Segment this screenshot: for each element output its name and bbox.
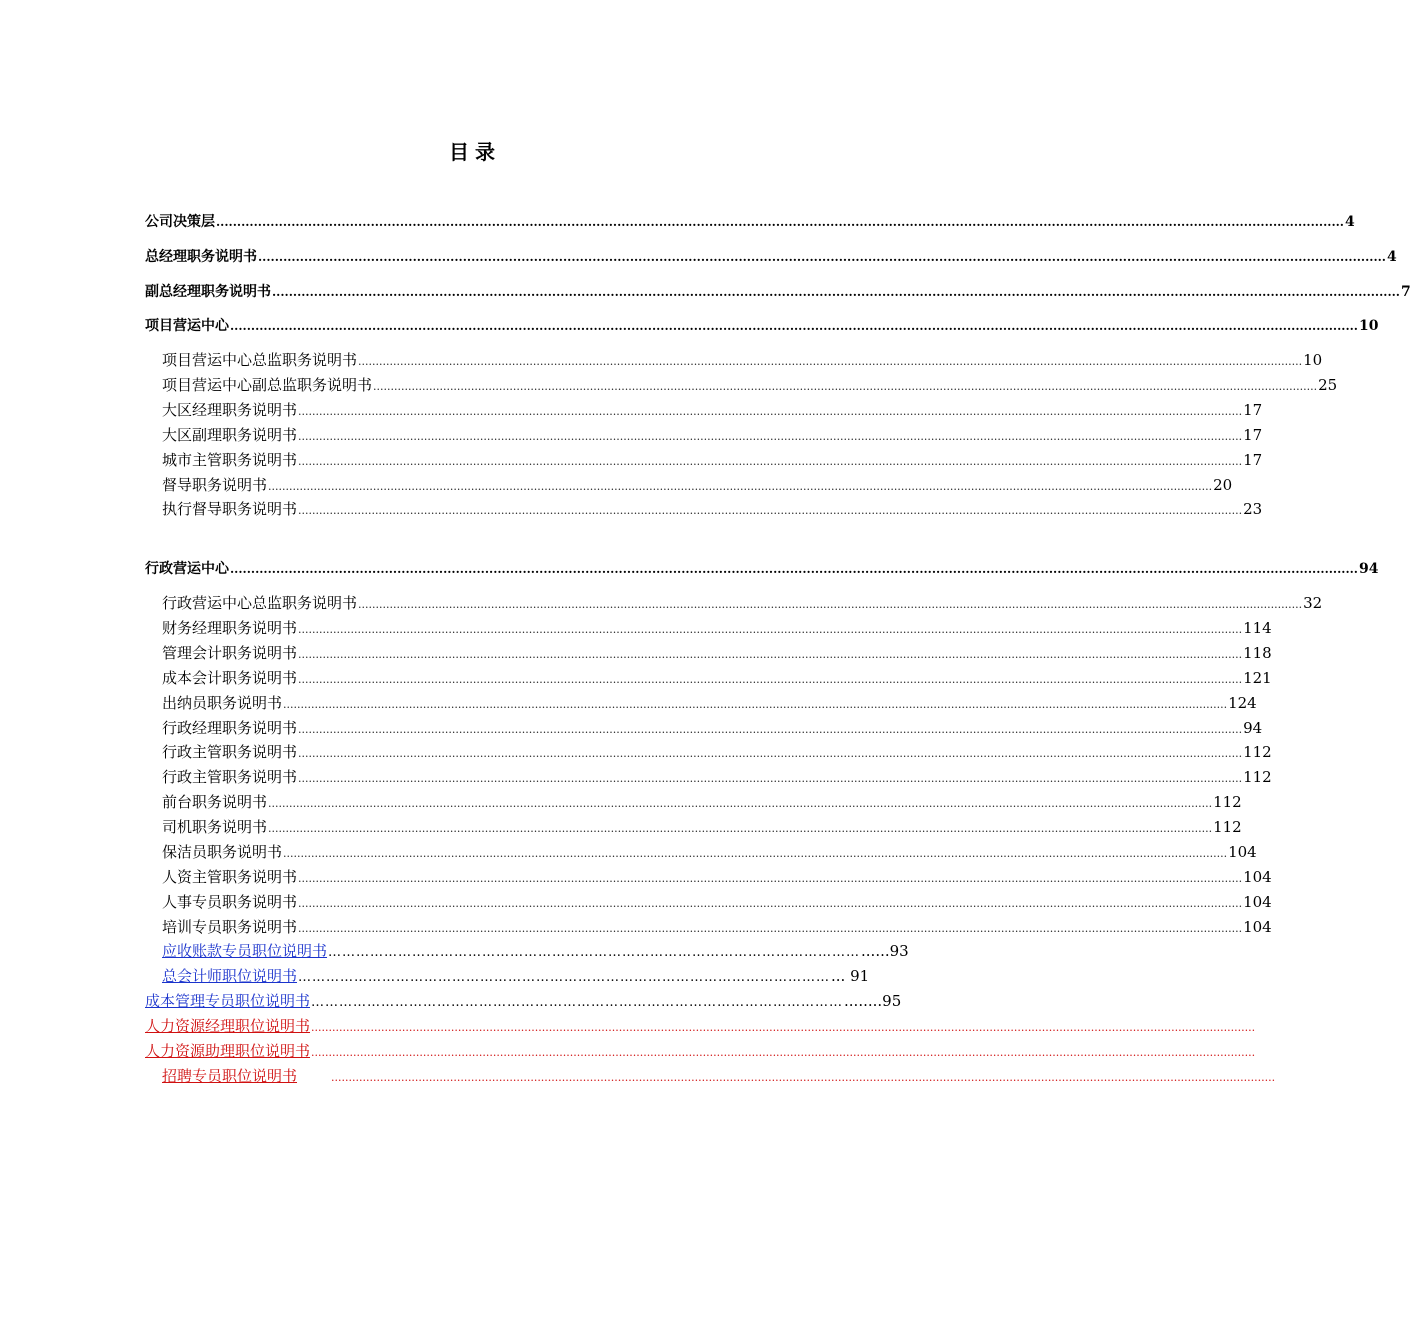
toc-leader: .............................................................................................................................................................................................................................................................................. xyxy=(298,772,1243,785)
toc-label: 行政营运中心 xyxy=(145,561,229,577)
toc-section-project[interactable] xyxy=(145,315,1379,337)
toc-label: 行政经理职务说明书 xyxy=(162,719,298,737)
toc-label: 行政主管职务说明书 xyxy=(162,768,298,786)
toc-page: 104 xyxy=(1243,868,1272,886)
toc-page: 121 xyxy=(1243,669,1272,687)
toc-leader: .............................................................................................................................................................................................................................................................................. xyxy=(298,405,1243,418)
toc-page: 112 xyxy=(1213,818,1242,836)
toc-leader: .............................................................................................................................................................................................................................................................................. xyxy=(298,673,1243,686)
toc-item[interactable] xyxy=(162,474,1233,496)
toc-leader: .............................................................................................................................................................................................................................................................................. xyxy=(216,215,1344,229)
toc-leader: .............................................................................................................................................................................................................................................................................. xyxy=(298,504,1243,517)
toc-link-item[interactable] xyxy=(145,1015,1256,1037)
toc-leader: .............................................................................................................................................................................................................................................................................. xyxy=(358,355,1303,368)
toc-label: 财务经理职务说明书 xyxy=(162,619,298,637)
toc-page: ........95 xyxy=(844,992,902,1010)
toc-leader: .............................................................................................................................................................................................................................................................................. xyxy=(283,698,1228,711)
toc-item[interactable] xyxy=(162,617,1272,639)
toc-leader: .............................................................................................................................................................................................................................................................................. xyxy=(298,430,1243,443)
toc-page: 17 xyxy=(1243,451,1263,469)
toc-leader: …………………………………………………………………………………………………… xyxy=(328,945,861,960)
toc-leader: .............................................................................................................................................................................................................................................................................. xyxy=(298,872,1243,885)
toc-label: 项目营运中心 xyxy=(145,318,229,334)
toc-section-gm[interactable] xyxy=(145,246,1397,268)
toc-leader: .............................................................................................................................................................................................................................................................................. xyxy=(373,380,1318,393)
toc-page: 17 xyxy=(1243,426,1263,444)
toc-page: 7 xyxy=(1401,284,1411,300)
toc-item[interactable] xyxy=(162,498,1263,520)
toc-page: 23 xyxy=(1243,500,1263,518)
toc-link-label[interactable]: 招聘专员职位说明书 xyxy=(162,1067,298,1085)
toc-leader: .............................................................................................................................................................................................................................................................................. xyxy=(358,598,1303,611)
toc-leader: …………………………………………………………………………………………………… xyxy=(311,995,844,1010)
toc-label: 出纳员职务说明书 xyxy=(162,694,283,712)
toc-page: 104 xyxy=(1228,843,1257,861)
toc-section-decision[interactable] xyxy=(145,211,1355,233)
toc-page: 114 xyxy=(1243,619,1272,637)
toc-item[interactable] xyxy=(162,642,1272,664)
toc-link-item[interactable] xyxy=(162,965,870,987)
toc-page: 32 xyxy=(1303,594,1323,612)
toc-item[interactable] xyxy=(162,424,1263,446)
toc-page: 25 xyxy=(1318,376,1338,394)
toc-link-label[interactable]: 人力资源助理职位说明书 xyxy=(145,1042,311,1060)
toc-label: 保洁员职务说明书 xyxy=(162,843,283,861)
toc-section-admin[interactable] xyxy=(145,558,1379,580)
toc-link-label[interactable]: 应收账款专员职位说明书 xyxy=(162,942,328,960)
toc-label: 大区经理职务说明书 xyxy=(162,401,298,419)
toc-label: 人资主管职务说明书 xyxy=(162,868,298,886)
toc-leader: .............................................................................................................................................................................................................................................................................. xyxy=(311,1046,1256,1059)
toc-page: 4 xyxy=(1387,249,1397,265)
toc-page: 4 xyxy=(1345,214,1355,230)
toc-label: 项目营运中心副总监职务说明书 xyxy=(162,376,373,394)
toc-leader: .............................................................................................................................................................................................................................................................................. xyxy=(283,847,1228,860)
toc-label: 执行督导职务说明书 xyxy=(162,500,298,518)
toc-item[interactable] xyxy=(162,449,1263,471)
toc-page: 124 xyxy=(1228,694,1257,712)
toc-page: 94 xyxy=(1359,561,1379,577)
toc-label: 前台职务说明书 xyxy=(162,793,268,811)
toc-label: 城市主管职务说明书 xyxy=(162,451,298,469)
toc-leader: .............................................................................................................................................................................................................................................................................. xyxy=(268,797,1213,810)
toc-item[interactable] xyxy=(162,866,1272,888)
toc-page: 94 xyxy=(1243,719,1263,737)
toc-label: 司机职务说明书 xyxy=(162,818,268,836)
toc-label: 行政营运中心总监职务说明书 xyxy=(162,594,358,612)
toc-page: 118 xyxy=(1243,644,1272,662)
toc-page: 10 xyxy=(1303,351,1323,369)
toc-label: 管理会计职务说明书 xyxy=(162,644,298,662)
toc-label: 人事专员职务说明书 xyxy=(162,893,298,911)
toc-item[interactable] xyxy=(162,741,1272,763)
toc-leader: .............................................................................................................................................................................................................................................................................. xyxy=(298,455,1243,468)
toc-leader: .............................................................................................................................................................................................................................................................................. xyxy=(230,562,1358,576)
toc-page: 10 xyxy=(1359,318,1379,334)
toc-page: 104 xyxy=(1243,893,1272,911)
toc-page: ......93 xyxy=(861,942,909,960)
toc-page: 112 xyxy=(1243,743,1272,761)
toc-item[interactable] xyxy=(162,592,1323,614)
toc-leader: .............................................................................................................................................................................................................................................................................. xyxy=(230,319,1358,333)
toc-page: 17 xyxy=(1243,401,1263,419)
toc-leader: .............................................................................................................................................................................................................................................................................. xyxy=(298,623,1243,636)
toc-item[interactable] xyxy=(162,916,1272,938)
toc-leader: .............................................................................................................................................................................................................................................................................. xyxy=(298,747,1243,760)
toc-link-label[interactable]: 成本管理专员职位说明书 xyxy=(145,992,311,1010)
toc-page: 112 xyxy=(1243,768,1272,786)
toc-link-item[interactable] xyxy=(162,940,909,962)
toc-page: ... 91 xyxy=(831,967,870,985)
toc-label: 公司决策层 xyxy=(145,214,215,230)
toc-leader: .............................................................................................................................................................................................................................................................................. xyxy=(331,1071,1276,1084)
toc-item[interactable] xyxy=(162,374,1338,396)
toc-label: 大区副理职务说明书 xyxy=(162,426,298,444)
toc-leader: .............................................................................................................................................................................................................................................................................. xyxy=(268,480,1213,493)
toc-section-vice-gm[interactable] xyxy=(145,281,1411,303)
toc-item[interactable] xyxy=(162,766,1272,788)
toc-page: 104 xyxy=(1243,918,1272,936)
toc-leader: .............................................................................................................................................................................................................................................................................. xyxy=(298,897,1243,910)
toc-item[interactable] xyxy=(162,791,1242,813)
toc-item[interactable] xyxy=(162,667,1272,689)
toc-leader: .............................................................................................................................................................................................................................................................................. xyxy=(298,922,1243,935)
toc-page: 112 xyxy=(1213,793,1242,811)
toc-leader: .............................................................................................................................................................................................................................................................................. xyxy=(311,1021,1256,1034)
toc-label: 督导职务说明书 xyxy=(162,476,268,494)
toc-label: 成本会计职务说明书 xyxy=(162,669,298,687)
toc-item[interactable] xyxy=(162,399,1263,421)
toc-leader: .............................................................................................................................................................................................................................................................................. xyxy=(258,250,1386,264)
toc-page: 20 xyxy=(1213,476,1233,494)
toc-leader: .............................................................................................................................................................................................................................................................................. xyxy=(268,822,1213,835)
toc-link-label[interactable]: 人力资源经理职位说明书 xyxy=(145,1017,311,1035)
toc-label: 项目营运中心总监职务说明书 xyxy=(162,351,358,369)
toc-leader: .............................................................................................................................................................................................................................................................................. xyxy=(298,648,1243,661)
toc-label: 副总经理职务说明书 xyxy=(145,284,271,300)
toc-item[interactable] xyxy=(162,717,1263,739)
toc-leader: .............................................................................................................................................................................................................................................................................. xyxy=(298,723,1243,736)
toc-leader: …………………………………………………………………………………………………… xyxy=(298,970,831,985)
toc-link-item[interactable] xyxy=(162,1065,1276,1087)
toc-link-label[interactable]: 总会计师职位说明书 xyxy=(162,967,298,985)
toc-leader: .............................................................................................................................................................................................................................................................................. xyxy=(272,285,1400,299)
toc-item[interactable] xyxy=(162,891,1272,913)
toc-label: 培训专员职务说明书 xyxy=(162,918,298,936)
toc-item[interactable] xyxy=(162,841,1257,863)
toc-link-item[interactable] xyxy=(145,1040,1256,1062)
toc-label: 行政主管职务说明书 xyxy=(162,743,298,761)
toc-item[interactable] xyxy=(162,816,1242,838)
toc-title: 目录 xyxy=(449,140,501,164)
toc-label: 总经理职务说明书 xyxy=(145,249,257,265)
toc-item[interactable] xyxy=(162,692,1257,714)
toc-link-item[interactable] xyxy=(145,990,902,1012)
toc-item[interactable] xyxy=(162,349,1323,371)
